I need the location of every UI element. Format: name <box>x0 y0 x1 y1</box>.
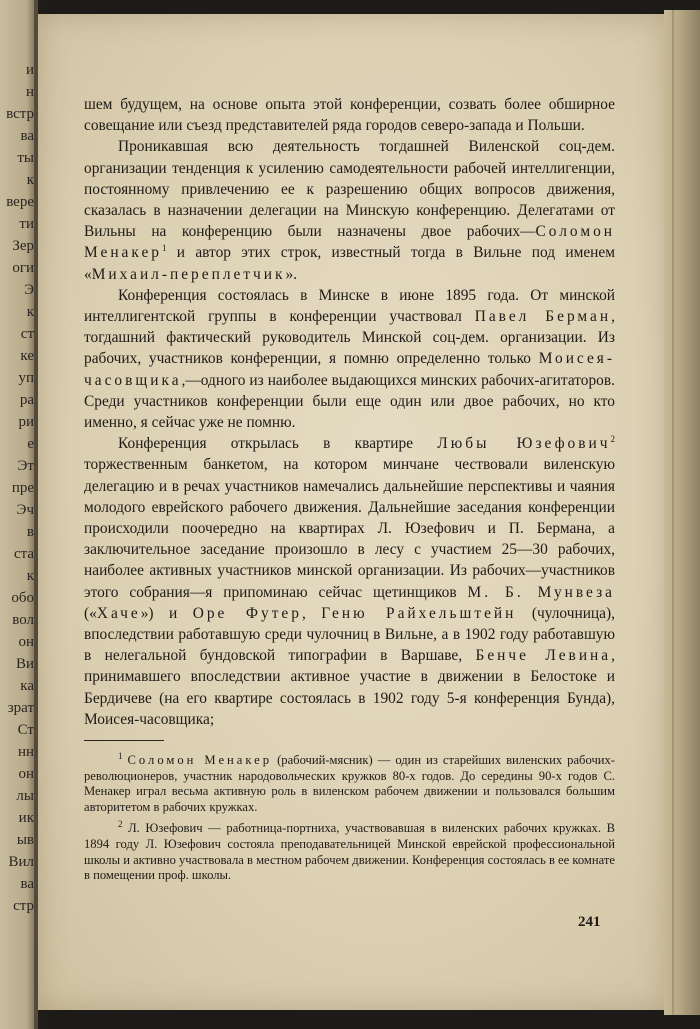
spaced-name: Павел Берман <box>474 308 612 326</box>
paragraph <box>84 94 615 136</box>
footnote-ref: 1 <box>162 243 167 254</box>
text-run: ») и <box>140 604 193 622</box>
footnote-ref: 2 <box>118 819 123 830</box>
footnote <box>84 821 615 883</box>
text-run: ,—одного из наиболее выдающихся минских рабочих-агитаторов. Среди участников конференции были еще один или двое рабочих, но кто именно, я сейчас уже не помню. <box>84 371 615 432</box>
spaced-name: Соломон Менакер <box>84 223 615 262</box>
facing-page-fragment: ва <box>20 128 34 144</box>
footnote <box>84 750 616 815</box>
spaced-name: Соломон Менакер <box>127 753 273 768</box>
facing-page-fragment: ра <box>19 392 34 408</box>
text-run: (рабочий-мясник) — один из старейших виленских рабочих-революционеров, участник народовольческих кружков 80-х годов. До середины 90-х годов С. Менакер играл весьма активную роль в виленском рабочем движении и пользовался большим авторитетом в рабочих кружках. <box>84 753 616 814</box>
text-run: шем будущем, на основе опыта этой конференции, созвать более обширное совещание или съезд представителей ряда городов северо-запада и Польши. <box>84 96 615 135</box>
text-run: Конференция состоялась в Минске в июне 1895 года. От минской интеллигентской группы в конференции участвовал <box>84 286 615 326</box>
facing-page-fragment: лы <box>16 788 34 804</box>
footnote-rule <box>84 740 164 741</box>
text-run: (чулочница), впоследствии работавшую среди чулочниц в Вильне, а в 1902 году работавшую в нелегальной бундовской типографии в Варшаве, <box>84 604 615 665</box>
facing-page-fragment: ва <box>20 876 34 892</box>
spaced-name: Михаил-переплетчик <box>91 265 286 283</box>
facing-page-fragment: вол <box>12 612 34 628</box>
facing-page-fragment: Ст <box>17 722 34 738</box>
facing-page-fragment: стр <box>13 898 34 914</box>
text-run: , <box>301 604 322 622</box>
facing-page-fragment: ст <box>20 326 34 342</box>
facing-page-fragment: Вил <box>8 854 34 870</box>
facing-page-fragment: в <box>26 524 34 540</box>
facing-page-fragment: е <box>27 436 34 452</box>
facing-page-fragment: ты <box>17 150 34 166</box>
spaced-name: Моисея-часовщика <box>84 350 615 389</box>
facing-page-fragment: и <box>25 62 34 78</box>
paragraph <box>84 433 615 730</box>
facing-page-fragment: Э <box>24 282 34 298</box>
text-run: , тогдашний фактический руководитель Минской соц-дем. организации. Из рабочих, участников конференции, я помню определенно только <box>84 308 615 368</box>
main-text <box>84 94 615 730</box>
facing-page-fragment: обо <box>11 590 34 606</box>
facing-page-fragment: он <box>18 634 34 650</box>
footnotes <box>84 750 616 884</box>
text-run: ». <box>285 265 298 283</box>
text-run: (« <box>84 604 97 622</box>
facing-page-fragment: Эч <box>16 502 34 518</box>
facing-page-fragment: пре <box>11 480 34 496</box>
spaced-name: М. Б. Мунвеза <box>467 583 615 601</box>
facing-page-fragment: к <box>26 172 34 188</box>
text-run: Конференция открылась в квартире <box>118 435 438 453</box>
facing-page-fragment: Зер <box>12 238 34 254</box>
facing-page-fragment: ста <box>13 546 34 562</box>
text-run: Л. Юзефович — работница-портниха, участвовавшая в виленских рабочих кружках. В 1894 году Л. Юзефович состояла преподавательницей Минской еврейской профессиональной школы и активно участвовала в местном рабочем движении. Конференция состоялась в ее комнате в помещении проф. школы. <box>84 821 615 883</box>
facing-page-fragment: встр <box>6 106 34 122</box>
facing-page-fragment: он <box>18 766 34 782</box>
facing-page-fragment: уп <box>18 370 34 386</box>
facing-page-fragment: нн <box>17 744 34 760</box>
text-run: Проникавшая всю деятельность тогдашней Виленской соц-дем. организации тенденция к усилению самодеятельности рабочей интеллигенции, постоянному привлечению ее к разрешению общих вопросов движения, сказалась в назначении делегации на Минскую конференцию. Делегатами от Вильны на конференцию были назначены двое рабочих— <box>84 138 615 241</box>
facing-page-fragment: Ви <box>15 656 34 672</box>
facing-page-fragment: н <box>25 84 34 100</box>
text-run: торжественным банкетом, на котором минчане чествовали виленскую делегацию и в речах участников намечались дальнейшие перспективы и чаяния молодого еврейского рабочего движения. Дальнейшие заседания конференции происходили поочередно на квартирах Л. Юзефович и П. Бермана, а заключительное заседание произошло в лесу с участием 25—30 рабочих, наиболее активных участников минской организации. Из рабочих—участников этого собрания—я припоминаю сейчас щетинщиков <box>84 456 615 601</box>
footnote-ref: 1 <box>118 750 123 761</box>
spaced-name: Любы Юзефович <box>437 435 611 453</box>
page-body <box>84 94 615 890</box>
text-run: и автор этих строк, известный тогда в Вильне под именем « <box>84 244 615 283</box>
facing-page-fragment: зрат <box>7 700 34 716</box>
spaced-name: Хаче <box>96 604 141 622</box>
spaced-name: Ope Футер <box>192 604 302 622</box>
facing-page-fragment: к <box>26 304 34 320</box>
facing-page-fragment: ыв <box>16 832 34 848</box>
facing-page-edge <box>0 0 38 1029</box>
paragraph <box>84 136 615 284</box>
facing-page-fragment: ик <box>18 810 34 826</box>
facing-page-fragment: к <box>26 568 34 584</box>
facing-page-fragment: ке <box>20 348 34 364</box>
book-page <box>38 14 666 1010</box>
facing-page-fragment: оги <box>12 260 34 276</box>
paragraph <box>84 285 615 433</box>
facing-page-fragment: вере <box>6 194 34 210</box>
page-stack-edge <box>664 10 700 1015</box>
facing-page-fragment: Эт <box>17 458 34 474</box>
facing-page-fragment: ка <box>20 678 34 694</box>
spaced-name: Геню Райхельштейн <box>321 604 517 622</box>
text-run: , принимавшего впоследствии активное участие в движении в Белостоке и Бердичеве (на его квартире состоялась в 1902 году 5-я конференция Бунда), Моисея-часовщика; <box>84 647 615 728</box>
facing-page-fragment: ти <box>19 216 34 232</box>
facing-page-fragment: ри <box>18 414 34 430</box>
footnote-ref: 2 <box>610 434 615 445</box>
spaced-name: Бенче Левина <box>475 647 612 665</box>
page-number: 241 <box>578 914 601 930</box>
